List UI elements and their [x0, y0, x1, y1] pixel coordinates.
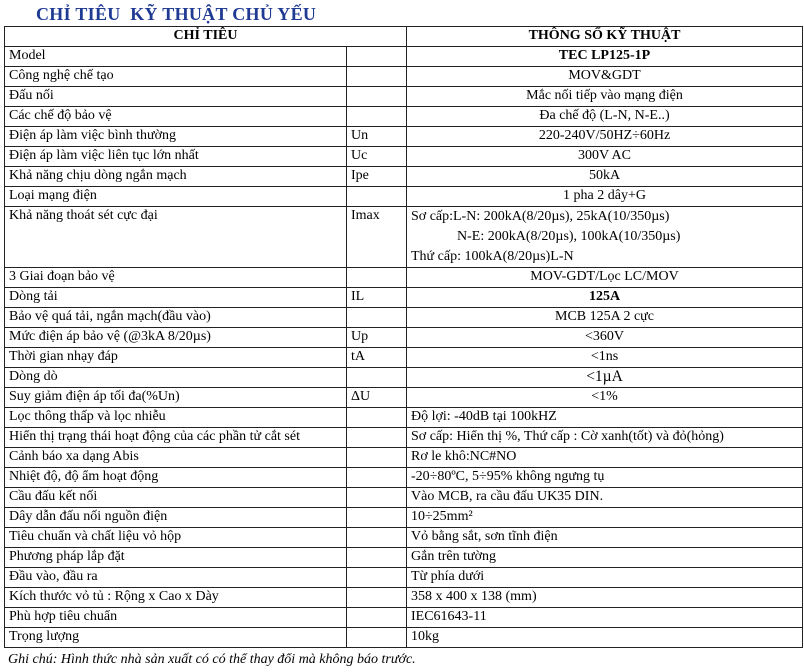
spec-symbol: [347, 448, 407, 468]
spec-symbol: [347, 308, 407, 328]
spec-value-line: N-E: 200kA(8/20µs), 100kA(10/350µs): [457, 229, 681, 244]
spec-label: Đầu vào, đầu ra: [5, 568, 347, 588]
spec-label: Đấu nối: [5, 87, 347, 107]
spec-value-line: Sơ cấp:L-N: 200kA(8/20µs), 25kA(10/350µs): [411, 209, 670, 224]
spec-value: [407, 207, 803, 268]
table-row: [5, 107, 803, 127]
spec-value: 125A: [407, 288, 803, 308]
spec-value: <1%: [407, 388, 803, 408]
table-row: [5, 288, 803, 308]
spec-value: Độ lợi: -40dB tại 100kHZ: [407, 408, 803, 428]
spec-value: 358 x 400 x 138 (mm): [407, 588, 803, 608]
spec-value: Đa chế độ (L-N, N-E..): [407, 107, 803, 127]
table-row: [5, 308, 803, 328]
spec-label: Phù hợp tiêu chuẩn: [5, 608, 347, 628]
spec-symbol: [347, 87, 407, 107]
spec-symbol: [347, 187, 407, 207]
spec-symbol: [347, 268, 407, 288]
spec-label: Khả năng thoát sét cực đại: [5, 207, 347, 268]
spec-label: Dây dẫn đấu nối nguồn điện: [5, 508, 347, 528]
table-row: [5, 428, 803, 448]
spec-symbol: [347, 488, 407, 508]
spec-symbol: IL: [347, 288, 407, 308]
spec-label: Các chế độ bảo vệ: [5, 107, 347, 127]
spec-value-line: Thứ cấp: 100kA(8/20µs)L-N: [411, 249, 574, 264]
spec-value: <360V: [407, 328, 803, 348]
spec-label: 3 Giai đoạn bảo vệ: [5, 268, 347, 288]
table-row: [5, 548, 803, 568]
spec-symbol: Uc: [347, 147, 407, 167]
spec-table-body: [5, 47, 803, 648]
spec-value: Mắc nối tiếp vào mạng điện: [407, 87, 803, 107]
spec-label: Tiêu chuẩn và chất liệu vỏ hộp: [5, 528, 347, 548]
spec-value: TEC LP125-1P: [407, 47, 803, 67]
table-row: [5, 608, 803, 628]
spec-symbol: [347, 428, 407, 448]
spec-symbol: Imax: [347, 207, 407, 268]
table-row: [5, 268, 803, 288]
spec-label: Thời gian nhạy đáp: [5, 348, 347, 368]
table-row: [5, 508, 803, 528]
spec-value: Gắn trên tường: [407, 548, 803, 568]
table-row: [5, 87, 803, 107]
spec-symbol: [347, 408, 407, 428]
table-header-row: [5, 27, 803, 47]
spec-label: Model: [5, 47, 347, 67]
spec-label: Cảnh báo xa dạng Abis: [5, 448, 347, 468]
spec-symbol: [347, 608, 407, 628]
spec-symbol: [347, 628, 407, 648]
spec-value: 50kA: [407, 167, 803, 187]
spec-label: Dòng dò: [5, 368, 347, 388]
table-row: [5, 328, 803, 348]
spec-symbol: [347, 588, 407, 608]
spec-symbol: [347, 568, 407, 588]
spec-value: <1ns: [407, 348, 803, 368]
spec-value: MOV-GDT/Lọc LC/MOV: [407, 268, 803, 288]
spec-value: Rơ le khô:NC#NO: [407, 448, 803, 468]
table-row: [5, 47, 803, 67]
spec-value: IEC61643-11: [407, 608, 803, 628]
spec-value: 1 pha 2 dây+G: [407, 187, 803, 207]
spec-label: Trọng lượng: [5, 628, 347, 648]
spec-label: Kích thước vỏ tủ : Rộng x Cao x Dày: [5, 588, 347, 608]
spec-symbol: [347, 107, 407, 127]
spec-value: MCB 125A 2 cực: [407, 308, 803, 328]
table-row: [5, 448, 803, 468]
spec-value: Sơ cấp: Hiển thị %, Thứ cấp : Cờ xanh(tốt) và đỏ(hỏng): [407, 428, 803, 448]
spec-value: 10÷25mm²: [407, 508, 803, 528]
table-row: [5, 368, 803, 388]
spec-symbol: [347, 368, 407, 388]
spec-symbol: Ipe: [347, 167, 407, 187]
header-specs: THÔNG SỐ KỸ THUẬT: [407, 27, 803, 47]
table-row: [5, 408, 803, 428]
spec-label: Cầu đấu kết nối: [5, 488, 347, 508]
page-heading: CHỈ TIÊU KỸ THUẬT CHỦ YẾU: [36, 4, 317, 24]
spec-symbol: ΔU: [347, 388, 407, 408]
spec-table: [4, 26, 803, 648]
spec-value: 220-240V/50HZ÷60Hz: [407, 127, 803, 147]
table-row: [5, 388, 803, 408]
spec-value: <1µA: [407, 368, 803, 388]
spec-symbol: [347, 528, 407, 548]
spec-value: Vỏ bằng sắt, sơn tĩnh điện: [407, 528, 803, 548]
spec-label: Phương pháp lắp đặt: [5, 548, 347, 568]
footnote: Ghi chú: Hình thức nhà sản xuất có có thể thay đổi mà không báo trước.: [8, 652, 416, 667]
spec-symbol: tA: [347, 348, 407, 368]
spec-label: Bảo vệ quá tải, ngắn mạch(đầu vào): [5, 308, 347, 328]
spec-label: Lọc thông thấp và lọc nhiễu: [5, 408, 347, 428]
table-row: [5, 628, 803, 648]
table-row: [5, 187, 803, 207]
table-row: [5, 468, 803, 488]
table-row: [5, 167, 803, 187]
spec-label: Khả năng chịu dòng ngắn mạch: [5, 167, 347, 187]
table-row: [5, 207, 803, 268]
spec-value: -20÷80ºC, 5÷95% không ngưng tụ: [407, 468, 803, 488]
table-row: [5, 568, 803, 588]
spec-symbol: [347, 548, 407, 568]
table-row: [5, 528, 803, 548]
table-row: [5, 67, 803, 87]
spec-symbol: [347, 468, 407, 488]
spec-symbol: [347, 508, 407, 528]
spec-label: Mức điện áp bảo vệ (@3kA 8/20µs): [5, 328, 347, 348]
spec-value: 10kg: [407, 628, 803, 648]
spec-value: MOV&GDT: [407, 67, 803, 87]
table-row: [5, 588, 803, 608]
spec-label: Công nghệ chế tạo: [5, 67, 347, 87]
spec-label: Loại mạng điện: [5, 187, 347, 207]
table-row: [5, 127, 803, 147]
spec-label: Nhiệt độ, độ ẩm hoạt động: [5, 468, 347, 488]
spec-symbol: [347, 47, 407, 67]
spec-symbol: Un: [347, 127, 407, 147]
spec-label: Suy giảm điện áp tối đa(%Un): [5, 388, 347, 408]
spec-value: Từ phía dưới: [407, 568, 803, 588]
spec-label: Điện áp làm việc bình thường: [5, 127, 347, 147]
spec-label: Điện áp làm việc liên tục lớn nhất: [5, 147, 347, 167]
table-row: [5, 488, 803, 508]
spec-value: 300V AC: [407, 147, 803, 167]
header-criteria: CHỈ TIÊU: [5, 27, 407, 47]
spec-value: Vào MCB, ra cầu đấu UK35 DIN.: [407, 488, 803, 508]
spec-label: Dòng tải: [5, 288, 347, 308]
table-row: [5, 147, 803, 167]
spec-symbol: [347, 67, 407, 87]
spec-symbol: Up: [347, 328, 407, 348]
spec-label: Hiển thị trạng thái hoạt động của các phần tử cắt sét: [5, 428, 347, 448]
table-row: [5, 348, 803, 368]
